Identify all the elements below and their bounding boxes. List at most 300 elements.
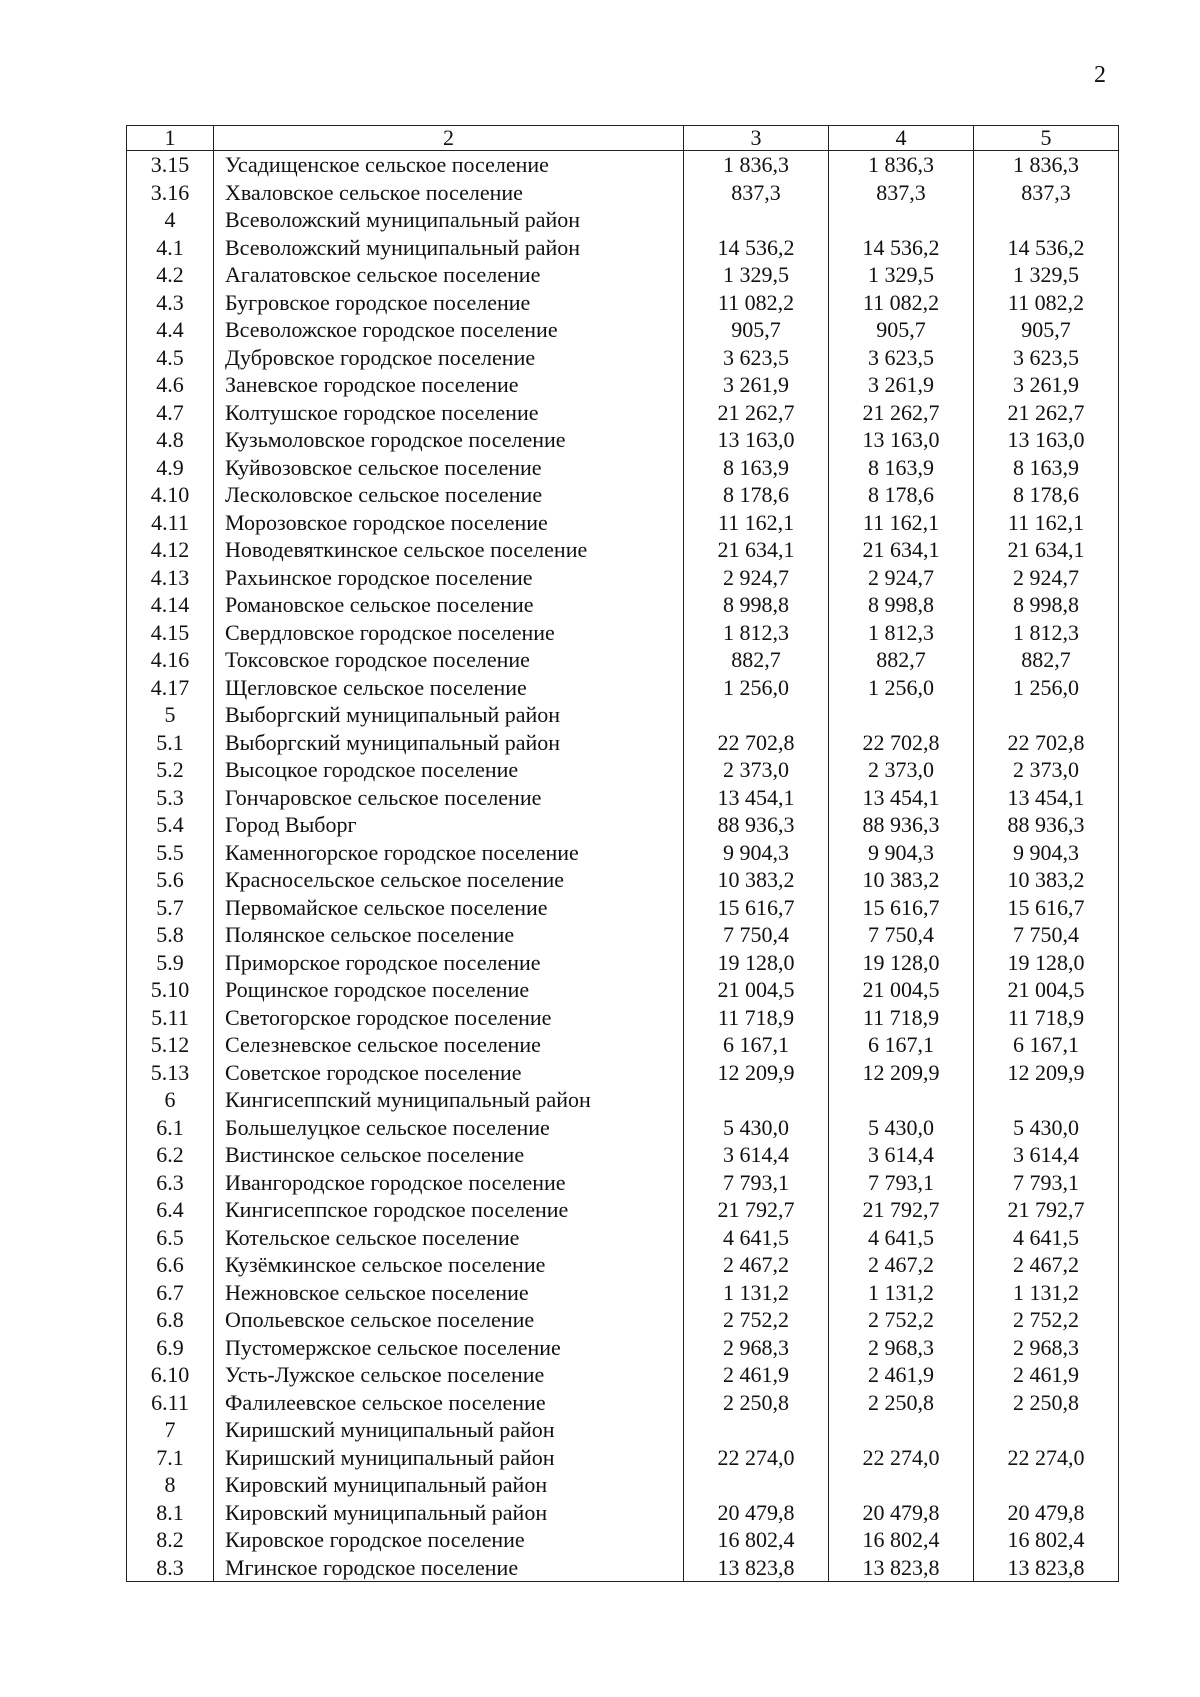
table-row	[127, 949, 1119, 977]
row-value-col-4: 10 383,2	[829, 866, 974, 894]
table-row	[127, 1306, 1119, 1334]
row-name: Кировское городское поселение	[214, 1526, 684, 1554]
header-col-2: 2	[214, 126, 684, 151]
row-value-col-3: 1 812,3	[684, 619, 829, 647]
table-row	[127, 921, 1119, 949]
row-number: 4.5	[127, 344, 214, 372]
row-value-col-3: 21 634,1	[684, 536, 829, 564]
table-row	[127, 206, 1119, 234]
row-value-col-5: 8 163,9	[974, 454, 1119, 482]
row-number: 4.4	[127, 316, 214, 344]
row-value-col-3: 13 823,8	[684, 1554, 829, 1582]
row-value-col-4: 4 641,5	[829, 1224, 974, 1252]
row-value-col-5: 1 329,5	[974, 261, 1119, 289]
row-name: Фалилеевское сельское поселение	[214, 1389, 684, 1417]
row-number: 5.9	[127, 949, 214, 977]
row-value-col-4: 3 614,4	[829, 1141, 974, 1169]
row-value-col-3: 22 702,8	[684, 729, 829, 757]
row-value-col-4: 13 163,0	[829, 426, 974, 454]
row-value-col-4: 2 467,2	[829, 1251, 974, 1279]
row-value-col-5: 13 163,0	[974, 426, 1119, 454]
table-row	[127, 646, 1119, 674]
row-value-col-4: 905,7	[829, 316, 974, 344]
table-row	[127, 179, 1119, 207]
row-number: 4.15	[127, 619, 214, 647]
row-value-col-4: 2 752,2	[829, 1306, 974, 1334]
row-number: 4	[127, 206, 214, 234]
row-value-col-3: 8 178,6	[684, 481, 829, 509]
row-value-col-5	[974, 206, 1119, 234]
row-number: 4.11	[127, 509, 214, 537]
row-value-col-4: 20 479,8	[829, 1499, 974, 1527]
table-row	[127, 1416, 1119, 1444]
row-value-col-5: 20 479,8	[974, 1499, 1119, 1527]
row-value-col-5: 15 616,7	[974, 894, 1119, 922]
row-number: 8	[127, 1471, 214, 1499]
row-number: 5.4	[127, 811, 214, 839]
row-value-col-3: 1 836,3	[684, 151, 829, 179]
row-value-col-5	[974, 1416, 1119, 1444]
row-number: 6.11	[127, 1389, 214, 1417]
row-value-col-3: 5 430,0	[684, 1114, 829, 1142]
row-name: Токсовское городское поселение	[214, 646, 684, 674]
row-number: 4.6	[127, 371, 214, 399]
table-row	[127, 894, 1119, 922]
row-value-col-3: 21 004,5	[684, 976, 829, 1004]
row-number: 4.10	[127, 481, 214, 509]
table-row	[127, 261, 1119, 289]
row-name: Романовское сельское поселение	[214, 591, 684, 619]
row-number: 5	[127, 701, 214, 729]
row-value-col-5: 3 623,5	[974, 344, 1119, 372]
row-value-col-3: 2 924,7	[684, 564, 829, 592]
table-row	[127, 564, 1119, 592]
table-row	[127, 1499, 1119, 1527]
row-value-col-4	[829, 701, 974, 729]
row-number: 5.7	[127, 894, 214, 922]
row-value-col-4: 2 250,8	[829, 1389, 974, 1417]
row-value-col-4: 9 904,3	[829, 839, 974, 867]
row-value-col-3: 3 614,4	[684, 1141, 829, 1169]
row-value-col-3: 2 467,2	[684, 1251, 829, 1279]
row-name: Красносельское сельское поселение	[214, 866, 684, 894]
table-row	[127, 729, 1119, 757]
table-row	[127, 1251, 1119, 1279]
table-header-row	[127, 126, 1119, 151]
row-value-col-4: 2 461,9	[829, 1361, 974, 1389]
row-value-col-5: 8 178,6	[974, 481, 1119, 509]
row-value-col-4: 2 924,7	[829, 564, 974, 592]
row-name: Щегловское сельское поселение	[214, 674, 684, 702]
row-number: 7	[127, 1416, 214, 1444]
row-value-col-3: 13 163,0	[684, 426, 829, 454]
row-value-col-4	[829, 1416, 974, 1444]
row-number: 4.8	[127, 426, 214, 454]
row-name: Выборгский муниципальный район	[214, 701, 684, 729]
row-value-col-4: 8 998,8	[829, 591, 974, 619]
row-number: 5.3	[127, 784, 214, 812]
row-value-col-4: 13 454,1	[829, 784, 974, 812]
row-name: Полянское сельское поселение	[214, 921, 684, 949]
row-value-col-5: 14 536,2	[974, 234, 1119, 262]
page-number: 2	[1094, 62, 1106, 88]
row-value-col-4: 7 793,1	[829, 1169, 974, 1197]
row-number: 5.10	[127, 976, 214, 1004]
row-value-col-3: 16 802,4	[684, 1526, 829, 1554]
table-row	[127, 371, 1119, 399]
row-name: Рощинское городское поселение	[214, 976, 684, 1004]
row-value-col-3: 19 128,0	[684, 949, 829, 977]
row-value-col-5: 6 167,1	[974, 1031, 1119, 1059]
row-value-col-5: 88 936,3	[974, 811, 1119, 839]
table-row	[127, 1169, 1119, 1197]
row-name: Выборгский муниципальный район	[214, 729, 684, 757]
row-number: 6.2	[127, 1141, 214, 1169]
row-value-col-4	[829, 206, 974, 234]
row-name: Усть-Лужское сельское поселение	[214, 1361, 684, 1389]
row-value-col-4: 8 163,9	[829, 454, 974, 482]
row-value-col-4: 22 702,8	[829, 729, 974, 757]
table-row	[127, 1526, 1119, 1554]
table-row	[127, 399, 1119, 427]
row-value-col-5: 2 461,9	[974, 1361, 1119, 1389]
row-value-col-3: 9 904,3	[684, 839, 829, 867]
table-row	[127, 1114, 1119, 1142]
row-name: Ивангородское городское поселение	[214, 1169, 684, 1197]
header-col-1: 1	[127, 126, 214, 151]
row-value-col-5: 5 430,0	[974, 1114, 1119, 1142]
row-value-col-5: 22 702,8	[974, 729, 1119, 757]
row-value-col-4: 3 623,5	[829, 344, 974, 372]
row-number: 5.12	[127, 1031, 214, 1059]
row-value-col-5: 905,7	[974, 316, 1119, 344]
row-number: 6.9	[127, 1334, 214, 1362]
table-row	[127, 1471, 1119, 1499]
row-number: 4.9	[127, 454, 214, 482]
table-row	[127, 1004, 1119, 1032]
table-row	[127, 619, 1119, 647]
row-value-col-4: 21 792,7	[829, 1196, 974, 1224]
row-value-col-4: 15 616,7	[829, 894, 974, 922]
row-value-col-3: 2 968,3	[684, 1334, 829, 1362]
row-value-col-3: 7 750,4	[684, 921, 829, 949]
row-name: Колтушское городское поселение	[214, 399, 684, 427]
table-row	[127, 234, 1119, 262]
row-value-col-5: 21 634,1	[974, 536, 1119, 564]
table-row	[127, 674, 1119, 702]
table-row	[127, 1059, 1119, 1087]
row-value-col-4: 12 209,9	[829, 1059, 974, 1087]
row-name: Котельское сельское поселение	[214, 1224, 684, 1252]
table-row	[127, 426, 1119, 454]
row-value-col-5: 11 162,1	[974, 509, 1119, 537]
row-number: 8.2	[127, 1526, 214, 1554]
row-number: 6.10	[127, 1361, 214, 1389]
row-name: Киришский муниципальный район	[214, 1444, 684, 1472]
row-value-col-4: 1 256,0	[829, 674, 974, 702]
row-value-col-5: 1 256,0	[974, 674, 1119, 702]
row-name: Усадищенское сельское поселение	[214, 151, 684, 179]
row-name: Бугровское городское поселение	[214, 289, 684, 317]
row-name: Кингисеппское городское поселение	[214, 1196, 684, 1224]
row-value-col-5: 1 131,2	[974, 1279, 1119, 1307]
table-row	[127, 811, 1119, 839]
row-value-col-3: 8 998,8	[684, 591, 829, 619]
row-value-col-3: 3 623,5	[684, 344, 829, 372]
row-number: 4.14	[127, 591, 214, 619]
row-number: 6.8	[127, 1306, 214, 1334]
row-value-col-5: 2 250,8	[974, 1389, 1119, 1417]
table-row	[127, 591, 1119, 619]
row-value-col-3: 14 536,2	[684, 234, 829, 262]
row-name: Хваловское сельское поселение	[214, 179, 684, 207]
table-row	[127, 1086, 1119, 1114]
row-number: 4.16	[127, 646, 214, 674]
row-value-col-5: 10 383,2	[974, 866, 1119, 894]
row-value-col-3: 2 461,9	[684, 1361, 829, 1389]
row-value-col-4: 21 262,7	[829, 399, 974, 427]
row-name: Новодевяткинское сельское поселение	[214, 536, 684, 564]
table-row	[127, 151, 1119, 179]
row-value-col-4	[829, 1471, 974, 1499]
row-value-col-3: 2 250,8	[684, 1389, 829, 1417]
row-value-col-4: 19 128,0	[829, 949, 974, 977]
table-row	[127, 344, 1119, 372]
table-row	[127, 1196, 1119, 1224]
row-value-col-5: 7 793,1	[974, 1169, 1119, 1197]
row-name: Первомайское сельское поселение	[214, 894, 684, 922]
table-row	[127, 1389, 1119, 1417]
table-row	[127, 1334, 1119, 1362]
table-row	[127, 509, 1119, 537]
row-value-col-4: 88 936,3	[829, 811, 974, 839]
row-value-col-4: 837,3	[829, 179, 974, 207]
table-row	[127, 481, 1119, 509]
row-value-col-5: 21 004,5	[974, 976, 1119, 1004]
row-value-col-3	[684, 1471, 829, 1499]
row-name: Дубровское городское поселение	[214, 344, 684, 372]
row-value-col-4	[829, 1086, 974, 1114]
table-row	[127, 1444, 1119, 1472]
row-value-col-3: 8 163,9	[684, 454, 829, 482]
row-name: Агалатовское сельское поселение	[214, 261, 684, 289]
table-row	[127, 866, 1119, 894]
table-row	[127, 1554, 1119, 1582]
header-col-3: 3	[684, 126, 829, 151]
row-value-col-3: 11 718,9	[684, 1004, 829, 1032]
row-value-col-4: 7 750,4	[829, 921, 974, 949]
row-value-col-5	[974, 1086, 1119, 1114]
row-value-col-5: 882,7	[974, 646, 1119, 674]
row-value-col-5	[974, 1471, 1119, 1499]
row-name: Высоцкое городское поселение	[214, 756, 684, 784]
row-name: Кировский муниципальный район	[214, 1499, 684, 1527]
row-number: 6.1	[127, 1114, 214, 1142]
row-value-col-4: 16 802,4	[829, 1526, 974, 1554]
row-name: Рахьинское городское поселение	[214, 564, 684, 592]
row-number: 6.5	[127, 1224, 214, 1252]
row-value-col-4: 5 430,0	[829, 1114, 974, 1142]
row-name: Светогорское городское поселение	[214, 1004, 684, 1032]
row-number: 5.2	[127, 756, 214, 784]
row-value-col-3	[684, 1416, 829, 1444]
row-value-col-5: 7 750,4	[974, 921, 1119, 949]
row-value-col-3: 3 261,9	[684, 371, 829, 399]
row-number: 6.6	[127, 1251, 214, 1279]
row-value-col-5: 11 082,2	[974, 289, 1119, 317]
row-value-col-5: 8 998,8	[974, 591, 1119, 619]
row-value-col-5: 4 641,5	[974, 1224, 1119, 1252]
row-name: Гончаровское сельское поселение	[214, 784, 684, 812]
row-value-col-5: 12 209,9	[974, 1059, 1119, 1087]
row-value-col-3: 1 329,5	[684, 261, 829, 289]
row-name: Лесколовское сельское поселение	[214, 481, 684, 509]
table-row	[127, 316, 1119, 344]
row-value-col-5: 3 261,9	[974, 371, 1119, 399]
row-value-col-3: 22 274,0	[684, 1444, 829, 1472]
row-number: 8.1	[127, 1499, 214, 1527]
row-name: Город Выборг	[214, 811, 684, 839]
row-number: 4.12	[127, 536, 214, 564]
row-value-col-3: 905,7	[684, 316, 829, 344]
row-name: Кировский муниципальный район	[214, 1471, 684, 1499]
row-name: Свердловское городское поселение	[214, 619, 684, 647]
table-row	[127, 1031, 1119, 1059]
row-value-col-3	[684, 1086, 829, 1114]
settlements-table	[126, 125, 1119, 1582]
row-name: Большелуцкое сельское поселение	[214, 1114, 684, 1142]
row-name: Селезневское сельское поселение	[214, 1031, 684, 1059]
row-value-col-5: 837,3	[974, 179, 1119, 207]
row-name: Куйвозовское сельское поселение	[214, 454, 684, 482]
row-value-col-5	[974, 701, 1119, 729]
row-value-col-5: 13 454,1	[974, 784, 1119, 812]
row-value-col-3: 2 373,0	[684, 756, 829, 784]
row-value-col-4: 13 823,8	[829, 1554, 974, 1582]
row-value-col-4: 1 812,3	[829, 619, 974, 647]
row-name: Пустомержское сельское поселение	[214, 1334, 684, 1362]
row-name: Кузьмоловское городское поселение	[214, 426, 684, 454]
row-value-col-5: 2 924,7	[974, 564, 1119, 592]
row-value-col-4: 1 329,5	[829, 261, 974, 289]
row-value-col-4: 14 536,2	[829, 234, 974, 262]
row-value-col-3	[684, 206, 829, 234]
row-name: Киришский муниципальный район	[214, 1416, 684, 1444]
row-value-col-3: 10 383,2	[684, 866, 829, 894]
row-value-col-4: 8 178,6	[829, 481, 974, 509]
row-number: 4.2	[127, 261, 214, 289]
row-value-col-5: 9 904,3	[974, 839, 1119, 867]
row-value-col-3: 88 936,3	[684, 811, 829, 839]
table-row	[127, 289, 1119, 317]
header-col-5: 5	[974, 126, 1119, 151]
row-value-col-4: 1 131,2	[829, 1279, 974, 1307]
row-value-col-5: 22 274,0	[974, 1444, 1119, 1472]
row-value-col-3: 11 162,1	[684, 509, 829, 537]
table-row	[127, 756, 1119, 784]
table-row	[127, 976, 1119, 1004]
row-name: Приморское городское поселение	[214, 949, 684, 977]
row-number: 5.5	[127, 839, 214, 867]
row-number: 4.3	[127, 289, 214, 317]
table-row	[127, 1224, 1119, 1252]
row-value-col-5: 13 823,8	[974, 1554, 1119, 1582]
row-number: 4.1	[127, 234, 214, 262]
row-value-col-3: 12 209,9	[684, 1059, 829, 1087]
row-value-col-3: 837,3	[684, 179, 829, 207]
table-row	[127, 1361, 1119, 1389]
table-row	[127, 1141, 1119, 1169]
row-name: Мгинское городское поселение	[214, 1554, 684, 1582]
row-value-col-3: 20 479,8	[684, 1499, 829, 1527]
row-number: 6.4	[127, 1196, 214, 1224]
row-name: Нежновское сельское поселение	[214, 1279, 684, 1307]
row-value-col-3: 21 792,7	[684, 1196, 829, 1224]
row-number: 8.3	[127, 1554, 214, 1582]
row-value-col-5: 2 968,3	[974, 1334, 1119, 1362]
row-value-col-4: 882,7	[829, 646, 974, 674]
table-row	[127, 839, 1119, 867]
row-value-col-5: 21 262,7	[974, 399, 1119, 427]
table-row	[127, 536, 1119, 564]
row-number: 7.1	[127, 1444, 214, 1472]
row-value-col-3: 4 641,5	[684, 1224, 829, 1252]
row-value-col-4: 2 968,3	[829, 1334, 974, 1362]
row-number: 5.1	[127, 729, 214, 757]
row-value-col-4: 6 167,1	[829, 1031, 974, 1059]
row-value-col-3: 15 616,7	[684, 894, 829, 922]
table-row	[127, 784, 1119, 812]
row-number: 6.7	[127, 1279, 214, 1307]
row-name: Опольевское сельское поселение	[214, 1306, 684, 1334]
row-value-col-4: 21 004,5	[829, 976, 974, 1004]
row-value-col-5: 2 467,2	[974, 1251, 1119, 1279]
row-value-col-5: 3 614,4	[974, 1141, 1119, 1169]
header-col-4: 4	[829, 126, 974, 151]
row-number: 5.6	[127, 866, 214, 894]
table-row	[127, 454, 1119, 482]
row-value-col-5: 2 752,2	[974, 1306, 1119, 1334]
row-value-col-4: 11 718,9	[829, 1004, 974, 1032]
row-value-col-5: 1 836,3	[974, 151, 1119, 179]
table-row	[127, 701, 1119, 729]
row-name: Кингисеппский муниципальный район	[214, 1086, 684, 1114]
row-value-col-5: 1 812,3	[974, 619, 1119, 647]
row-number: 3.15	[127, 151, 214, 179]
row-name: Советское городское поселение	[214, 1059, 684, 1087]
row-value-col-5: 21 792,7	[974, 1196, 1119, 1224]
row-name: Кузёмкинское сельское поселение	[214, 1251, 684, 1279]
row-name: Всеволожский муниципальный район	[214, 234, 684, 262]
row-number: 4.7	[127, 399, 214, 427]
table-row	[127, 1279, 1119, 1307]
row-value-col-4: 11 082,2	[829, 289, 974, 317]
row-name: Всеволожское городское поселение	[214, 316, 684, 344]
row-value-col-3: 1 131,2	[684, 1279, 829, 1307]
row-value-col-4: 1 836,3	[829, 151, 974, 179]
row-value-col-4: 21 634,1	[829, 536, 974, 564]
row-value-col-3	[684, 701, 829, 729]
row-number: 6.3	[127, 1169, 214, 1197]
row-value-col-4: 22 274,0	[829, 1444, 974, 1472]
row-value-col-5: 2 373,0	[974, 756, 1119, 784]
row-value-col-4: 2 373,0	[829, 756, 974, 784]
row-value-col-3: 2 752,2	[684, 1306, 829, 1334]
row-number: 4.17	[127, 674, 214, 702]
row-value-col-3: 1 256,0	[684, 674, 829, 702]
row-number: 3.16	[127, 179, 214, 207]
row-number: 5.8	[127, 921, 214, 949]
